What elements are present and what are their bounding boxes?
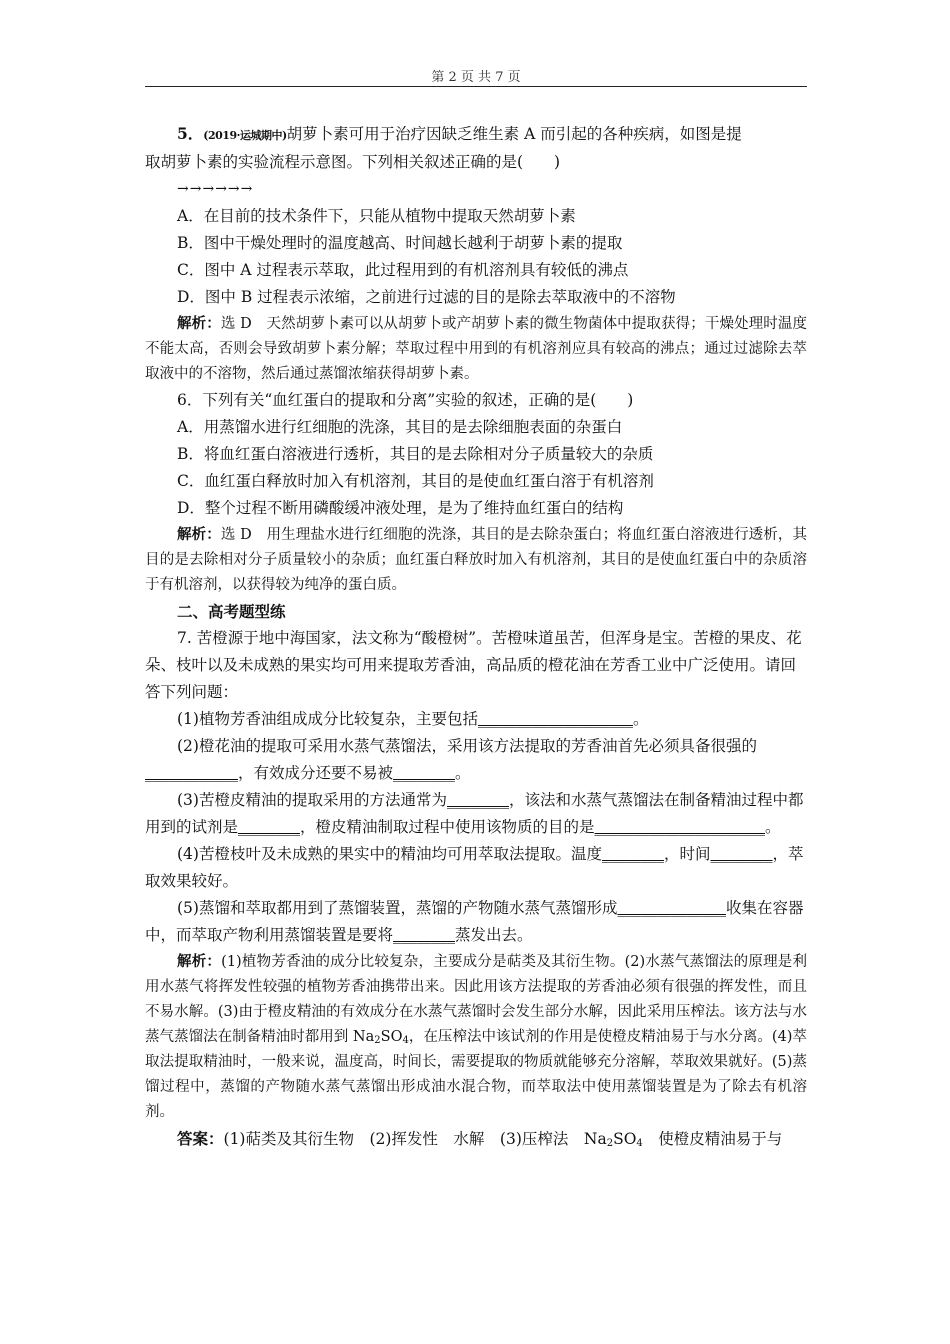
q6-option-a: A．用蒸馏水进行红细胞的洗涤，其目的是去除细胞表面的杂蛋白 bbox=[177, 418, 623, 436]
q5-flow-diagram: →→→→→→ bbox=[177, 181, 254, 197]
q6-option-c: C．血红蛋白释放时加入有机溶剂，其目的是使血红蛋白溶于有机溶剂 bbox=[177, 472, 654, 490]
q7-answer-label: 答案： bbox=[177, 1129, 224, 1148]
q6-option-d: D．整个过程不断用磷酸缓冲液处理，是为了维持血红蛋白的结构 bbox=[177, 499, 624, 517]
q7-blank-5b[interactable]: ________ bbox=[393, 926, 456, 944]
section-title: 二、高考题型练 bbox=[177, 602, 286, 621]
q5-option-d: D．图中 B 过程表示浓缩，之前进行过滤的目的是除去萃取液中的不溶物 bbox=[177, 288, 676, 306]
q6-option-b: B．将血红蛋白溶液进行透析，其目的是去除相对分子质量较大的杂质 bbox=[177, 445, 654, 463]
q5-option-a: A．在目前的技术条件下，只能从植物中提取天然胡萝卜素 bbox=[177, 207, 576, 225]
q5-number: 5． bbox=[177, 124, 204, 143]
q7-blank-5a[interactable]: ______________ bbox=[617, 899, 726, 917]
q7-stem: 7. 苦橙源于地中海国家，法文称为“酸橙树”。苦橙味道虽苦，但浑身是宝。苦橙的果皮、花朵、枝叶以及未成熟的果实均可用来提取芳香油，高品质的橙花油在芳香工业中广泛使用。请回答下列问题： bbox=[145, 629, 802, 701]
q6-analysis-label: 解析： bbox=[177, 526, 221, 543]
q5-analysis-label: 解析： bbox=[177, 315, 221, 332]
q5-stem-line1: 胡萝卜素可用于治疗因缺乏维生素 A 而引起的各种疾病，如图是提 bbox=[286, 125, 742, 143]
header-divider bbox=[145, 86, 807, 87]
q6-analysis bbox=[145, 522, 807, 598]
q7-blank-4b[interactable]: ________ bbox=[710, 845, 773, 863]
q7-blank-4a[interactable]: ________ bbox=[601, 845, 664, 863]
q5-stem bbox=[145, 120, 807, 149]
q7-analysis: 解析：(1)植物芳香油的成分比较复杂，主要成分是萜类及其衍生物。(2)水蒸气蒸馏法的原理是利用水蒸气将挥发性较强的植物芳香油携带出来。因此用该方法提取的芳香油必须有很强的挥发性，而且不易水解。(3)由于橙皮精油的有效成分在水蒸气蒸馏时会发生部分水解，因此采用压榨法。该方法与水蒸气蒸馏法在制备精油时都用到 $Na_2SO_4$，在压榨法中该试剂的作用是使橙皮精油易于与水分离。(4)萃取法提取精油时，一般来说，温度高，时间长，需要提取的物质就能够充分溶解，萃取效果就好。(5)蒸馏过程中，蒸馏的产物随水蒸气蒸馏出形成油水混合物，而萃取法中使用蒸馏装置是为了除去有机溶剂。 bbox=[145, 953, 808, 1120]
q7-sub3: (3)苦橙皮精油的提取采用的方法通常为________，该法和水蒸气蒸馏法在制备精油过程中都用到的试剂是________，橙皮精油制取过程中使用该物质的目的是______________________。 bbox=[145, 791, 804, 836]
q7-blank-2b[interactable]: ________ bbox=[393, 764, 456, 782]
document-body bbox=[145, 120, 807, 1153]
q5-stem-cont: 取胡萝卜素的实验流程示意图。下列相关叙述正确的是( ) bbox=[145, 153, 561, 171]
page-header: 第 2 页 共 7 页 bbox=[431, 70, 521, 85]
q6-analysis-text: 选 D 用生理盐水进行红细胞的洗涤，其目的是去除杂蛋白；将血红蛋白溶液进行透析，其目的是去除相对分子质量较小的杂质；血红蛋白释放时加入有机溶剂，其目的是使血红蛋白中的杂质溶于有机溶剂，以获得较为纯净的蛋白质。 bbox=[145, 527, 808, 593]
q5-source: (2019·运城期中) bbox=[203, 129, 287, 142]
q5-option-b: B．图中干燥处理时的温度越高、时间越长越利于胡萝卜素的提取 bbox=[177, 234, 623, 252]
q6-stem: 6．下列有关“血红蛋白的提取和分离”实验的叙述，正确的是( ) bbox=[177, 391, 634, 409]
q5-analysis-text: 选 D 天然胡萝卜素可以从胡萝卜或产胡萝卜素的微生物菌体中提取获得；干燥处理时温度不能太高，否则会导致胡萝卜素分解；萃取过程中用到的有机溶剂应具有较高的沸点；通过过滤除去萃取液中的不溶物，然后通过蒸馏浓缩获得胡萝卜素。 bbox=[145, 316, 808, 382]
q5-option-c: C．图中 A 过程表示萃取，此过程用到的有机溶剂具有较低的沸点 bbox=[177, 261, 629, 279]
q7-sub2: (2)橙花油的提取可采用水蒸气蒸馏法，采用该方法提取的芳香油首先必须具备很强的____________，有效成分还要不易被________。 bbox=[145, 737, 757, 782]
q7-blank-3c[interactable]: ______________________ bbox=[594, 818, 766, 836]
q7-analysis-label: 解析： bbox=[177, 953, 222, 970]
q7-answer: 答案：(1)萜类及其衍生物 (2)挥发性 水解 (3)压榨法 $Na_2SO_4$ 使橙皮精油易于与 bbox=[177, 1129, 783, 1149]
q7-sub1: (1)植物芳香油组成成分比较复杂，主要包括____________________。 bbox=[177, 710, 649, 728]
q5-analysis bbox=[145, 311, 807, 387]
q7-sub4: (4)苦橙枝叶及未成熟的果实中的精油均可用萃取法提取。温度________，时间________，萃取效果较好。 bbox=[145, 845, 804, 890]
q7-blank-1[interactable]: ____________________ bbox=[477, 710, 633, 728]
q7-blank-2a[interactable]: ____________ bbox=[145, 764, 238, 782]
q7-sub5: (5)蒸馏和萃取都用到了蒸馏装置，蒸馏的产物随水蒸气蒸馏形成______________收集在容器中，而萃取产物利用蒸馏装置是要将________蒸发出去。 bbox=[145, 899, 804, 944]
q7-blank-3b[interactable]: ________ bbox=[238, 818, 301, 836]
q7-blank-3a[interactable]: ________ bbox=[446, 791, 509, 809]
